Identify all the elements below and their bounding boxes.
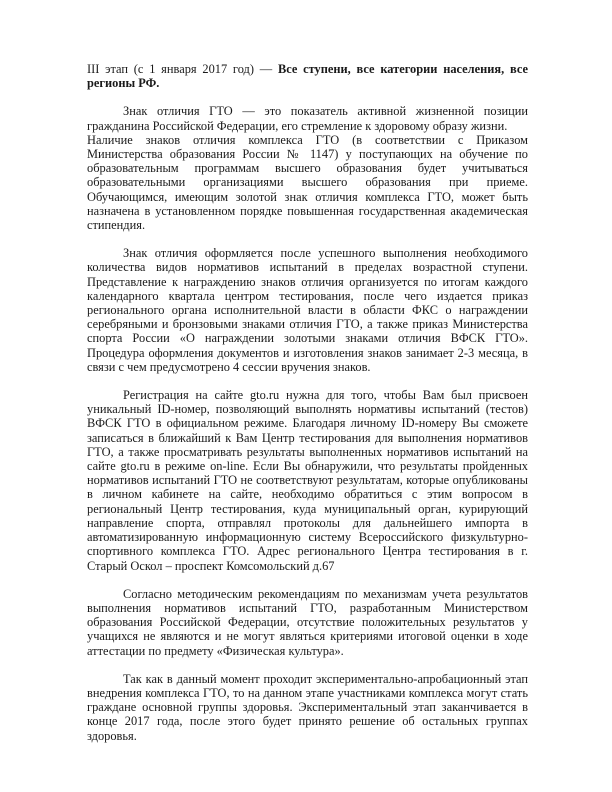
paragraph-admission: Наличие знаков отличия комплекса ГТО (в соответствии с Приказом Министерства образования России № 1147) у поступающих на обучение по образовательным программам высшего образования будет учитываться образовательными организациями высшего образования при приеме. Обучающимся, имеющим золотой знак отличия комплекса ГТО, может быть назначена в установленном порядке повышенная государственная академическая стипендия. bbox=[87, 132, 528, 233]
stage-heading bbox=[87, 62, 528, 90]
paragraph-gto-badge: Знак отличия ГТО — это показатель активной жизненной позиции гражданина Российской Федерации, его стремление к здоровому образу жизни. bbox=[87, 104, 528, 133]
paragraph-methodology: Согласно методическим рекомендациям по механизмам учета результатов выполнения нормативов испытаний ГТО, разработанным Министерством образования Российской Федерации, отсутствие положительных результатов у учащихся не являются и не могут являться критериями итоговой оценки в ходе аттестации по предмету «Физическая культура». bbox=[87, 586, 528, 658]
document-page bbox=[87, 62, 528, 743]
paragraph-registration: Регистрация на сайте gto.ru нужна для того, чтобы Вам был присвоен уникальный ID-номер, позволяющий выполнять нормативы испытаний (тестов) ВФСК ГТО в официальном режиме. Благодаря личному ID-номеру Вы сможете записаться в ближайший к Вам Центр тестирования для выполнения нормативов ГТО, а также просматривать результаты выполненных нормативов испытаний на сайте gto.ru в режиме on-line. Если Вы обнаружили, что результаты пройденных нормативов испытаний ГТО не соответствуют результатам, которые опубликованы в личном кабинете на сайте, необходимо обратиться с этим вопросом в региональный Центр тестирования, куда муниципальный орган, курирующий направление спорта, отправлял протоколы для дальнейшего импорта в автоматизированную информационную систему Всероссийского физкультурно-спортивного комплекса ГТО. Адрес регионального Центра тестирования в г. Старый Оскол – проспект Комсомольский д.67 bbox=[87, 388, 528, 573]
stage-heading-bold: Все ступени, все категории населения, все регионы РФ bbox=[87, 62, 528, 91]
paragraph-badge-process: Знак отличия оформляется после успешного выполнения необходимого количества видов нормативов испытаний в пределах возрастной ступени. Представление к награждению знаков отличия организуется по итогам каждого календарного квартала центром тестирования, после чего издается приказ регионального органа исполнительной власти в области ФКС о награждении серебряными и бронзовыми знаками отличия ГТО, а также приказ Министерства спорта России «О награждении золотыми знаками отличия ВФСК ГТО». Процедура оформления документов и изготовления знаков занимает 2-3 месяца, в связи с чем предусмотрено 4 сессии вручения знаков. bbox=[87, 246, 528, 374]
stage-heading-prefix: III этап (с 1 января 2017 год) — bbox=[87, 62, 278, 76]
stage-heading-suffix: . bbox=[156, 76, 160, 91]
paragraph-experimental-stage: Так как в данный момент проходит экспериментально-апробационный этап внедрения комплекса ГТО, то на данном этапе участниками комплекса могут стать граждане основной группы здоровья. Экспериментальный этап заканчивается в конце 2017 года, после этого будет принято решение об остальных группах здоровья. bbox=[87, 671, 528, 743]
